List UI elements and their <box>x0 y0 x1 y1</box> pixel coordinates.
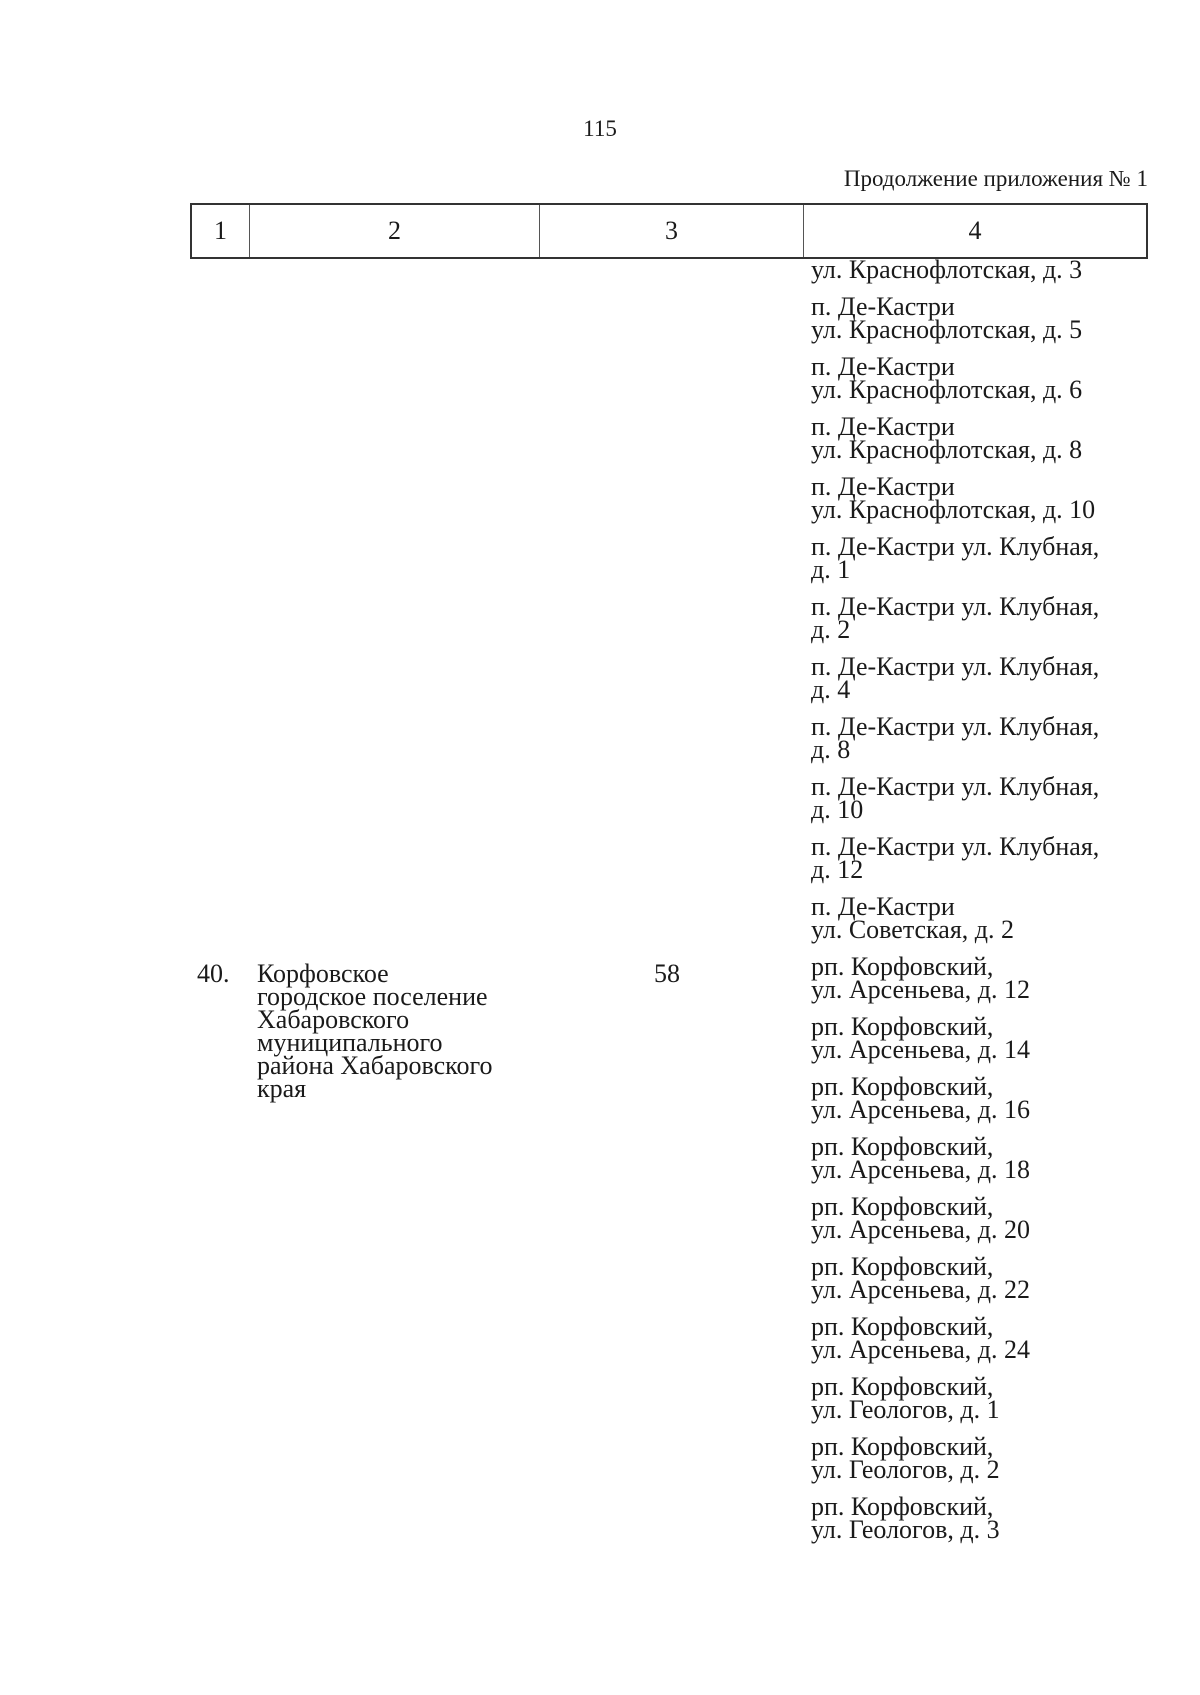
address-line: ул. Геологов, д. 3 <box>811 1515 1000 1544</box>
address-line: п. Де-Кастри ул. Клубная, <box>811 832 1100 861</box>
address-line: рп. Корфовский, <box>811 1372 994 1401</box>
address-line: ул. Краснофлотская, д. 5 <box>811 315 1083 344</box>
municipality-name-line: муниципального <box>257 1028 443 1057</box>
address-block <box>811 1192 1151 1244</box>
address-block <box>811 1012 1151 1064</box>
municipality-name <box>257 959 547 1103</box>
address-block <box>811 1072 1151 1124</box>
header-col-1: 1 <box>192 205 250 257</box>
address-column <box>811 255 1151 1544</box>
address-block <box>811 352 1151 404</box>
address-line: п. Де-Кастри ул. Клубная, <box>811 772 1100 801</box>
address-block <box>811 412 1151 464</box>
address-line: рп. Корфовский, <box>811 1072 994 1101</box>
address-line: д. 4 <box>811 675 851 704</box>
address-line: п. Де-Кастри <box>811 412 955 441</box>
address-block <box>811 652 1151 704</box>
carryover-address-line: ул. Краснофлотская, д. 3 <box>811 255 1083 284</box>
municipality-name-line: Хабаровского <box>257 1005 410 1034</box>
address-block <box>811 952 1151 1004</box>
municipality-name-line: района Хабаровского <box>257 1051 493 1080</box>
address-line: ул. Арсеньева, д. 14 <box>811 1035 1031 1064</box>
address-line: рп. Корфовский, <box>811 952 994 981</box>
page-number: 115 <box>583 116 617 141</box>
address-line: ул. Арсеньева, д. 22 <box>811 1275 1031 1304</box>
address-line: ул. Арсеньева, д. 24 <box>811 1335 1031 1364</box>
address-line: ул. Краснофлотская, д. 8 <box>811 435 1083 464</box>
address-line: рп. Корфовский, <box>811 1312 994 1341</box>
header-col-4: 4 <box>968 216 982 245</box>
address-line: д. 12 <box>811 855 864 884</box>
address-line: ул. Арсеньева, д. 18 <box>811 1155 1031 1184</box>
address-block <box>811 472 1151 524</box>
address-line: рп. Корфовский, <box>811 1252 994 1281</box>
address-block <box>811 1252 1151 1304</box>
address-line: ул. Краснофлотская, д. 10 <box>811 495 1096 524</box>
address-line: ул. Геологов, д. 2 <box>811 1455 1000 1484</box>
continuation-label: Продолжение приложения № 1 <box>843 166 1148 191</box>
address-line: рп. Корфовский, <box>811 1012 994 1041</box>
address-line: рп. Корфовский, <box>811 1492 994 1521</box>
address-line: ул. Советская, д. 2 <box>811 915 1015 944</box>
municipality-name-line: края <box>257 1074 307 1103</box>
address-line: ул. Краснофлотская, д. 6 <box>811 375 1083 404</box>
address-line: ул. Арсеньева, д. 16 <box>811 1095 1031 1124</box>
header-col-2: 2 <box>250 205 540 257</box>
address-block <box>811 1312 1151 1364</box>
address-line: д. 2 <box>811 615 851 644</box>
header-col-3: 3 <box>540 205 804 257</box>
address-block <box>811 892 1151 944</box>
address-line: ул. Арсеньева, д. 20 <box>811 1215 1031 1244</box>
address-line: д. 8 <box>811 735 851 764</box>
address-block <box>811 1492 1151 1544</box>
address-line: п. Де-Кастри ул. Клубная, <box>811 712 1100 741</box>
address-block <box>811 832 1151 884</box>
address-line: ул. Арсеньева, д. 12 <box>811 975 1031 1004</box>
address-line: ул. Геологов, д. 1 <box>811 1395 1000 1424</box>
address-block <box>811 292 1151 344</box>
municipality-name-line: Корфовское <box>257 959 389 988</box>
address-line: рп. Корфовский, <box>811 1432 994 1461</box>
address-line: п. Де-Кастри ул. Клубная, <box>811 592 1100 621</box>
address-block <box>811 532 1151 584</box>
address-line: п. Де-Кастри <box>811 352 955 381</box>
address-line: д. 1 <box>811 555 851 584</box>
address-block <box>811 1372 1151 1424</box>
address-block <box>811 772 1151 824</box>
address-line: рп. Корфовский, <box>811 1132 994 1161</box>
address-line: п. Де-Кастри <box>811 292 955 321</box>
row-number: 40. <box>197 959 230 988</box>
address-block <box>811 1432 1151 1484</box>
address-line: д. 10 <box>811 795 864 824</box>
address-block <box>811 592 1151 644</box>
table-header <box>190 203 1148 259</box>
address-line: п. Де-Кастри <box>811 472 955 501</box>
address-line: рп. Корфовский, <box>811 1192 994 1221</box>
address-count: 58 <box>654 959 680 988</box>
municipality-name-line: городское поселение <box>257 982 488 1011</box>
address-block <box>811 1132 1151 1184</box>
address-line: п. Де-Кастри <box>811 892 955 921</box>
address-line: п. Де-Кастри ул. Клубная, <box>811 532 1100 561</box>
address-block <box>811 712 1151 764</box>
address-line: п. Де-Кастри ул. Клубная, <box>811 652 1100 681</box>
